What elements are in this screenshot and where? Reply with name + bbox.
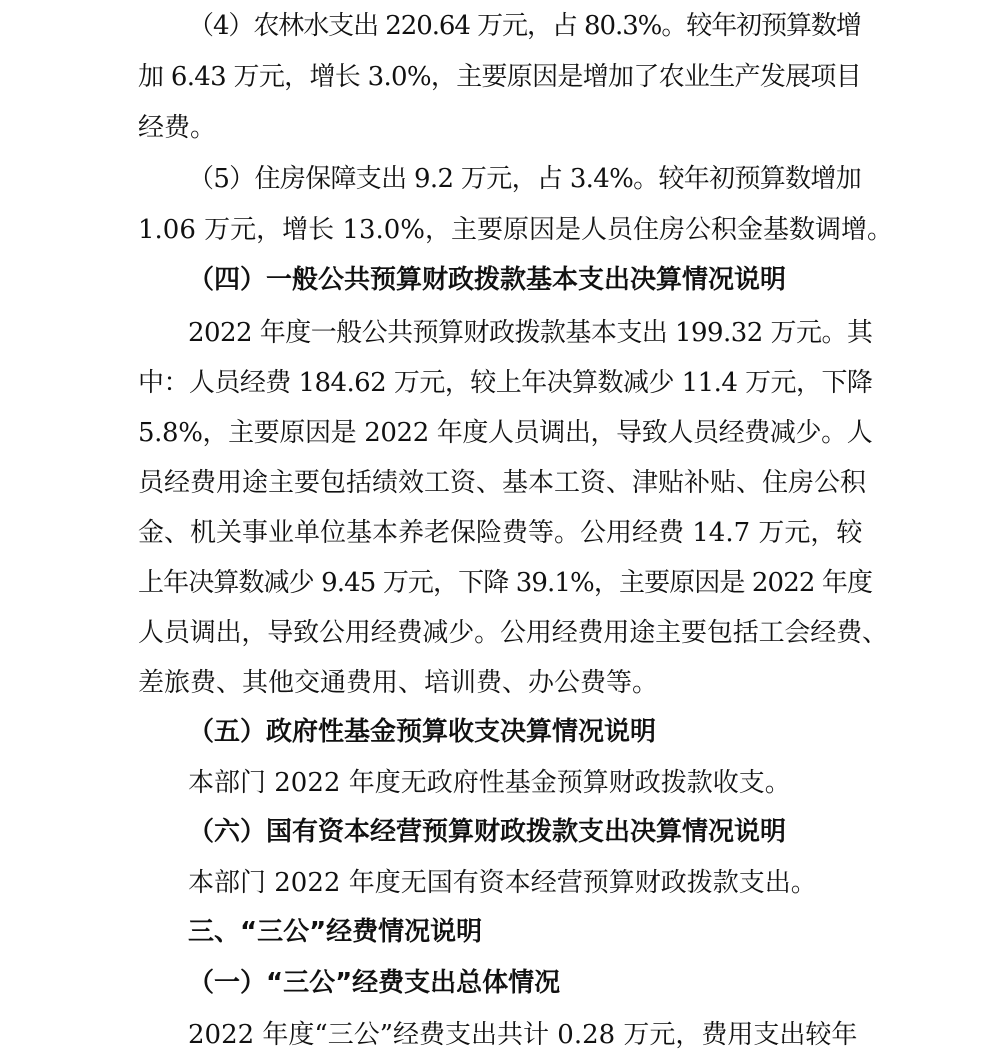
heading-text: （四）一般公共预算财政拨款基本支出决算情况说明 <box>188 265 787 295</box>
paragraph-line <box>0 513 1000 553</box>
line-text: （4）农林水支出 220.64 万元，占 80.3%。较年初预算数增 <box>188 11 861 41</box>
paragraph-line <box>0 210 1000 250</box>
paragraph-line <box>0 563 1000 603</box>
line-text: 差旅费、其他交通费用、培训费、办公费等。 <box>138 668 659 698</box>
section-heading <box>0 963 1000 1003</box>
section-heading <box>0 712 1000 752</box>
section-heading <box>0 260 1000 300</box>
paragraph-line <box>0 57 1000 97</box>
paragraph-line <box>0 613 1000 653</box>
heading-text: （六）国有资本经营预算财政拨款支出决算情况说明 <box>188 817 787 847</box>
paragraph-line <box>0 663 1000 703</box>
line-text: 1.06 万元，增长 13.0%，主要原因是人员住房公积金基数调增。 <box>138 215 894 245</box>
paragraph-line <box>0 463 1000 503</box>
line-text: 本部门 2022 年度无国有资本经营预算财政拨款支出。 <box>188 868 817 898</box>
paragraph-line <box>0 108 1000 148</box>
line-text: 员经费用途主要包括绩效工资、基本工资、津贴补贴、住房公积 <box>138 468 867 498</box>
line-text: 本部门 2022 年度无政府性基金预算财政拨款收支。 <box>188 768 791 798</box>
line-text: 5.8%，主要原因是 2022 年度人员调出，导致人员经费减少。人 <box>138 418 873 448</box>
paragraph-line <box>0 159 1000 199</box>
line-text: 2022 年度“三公”经费支出共计 0.28 万元，费用支出较年 <box>188 1020 858 1050</box>
paragraph-line <box>0 413 1000 453</box>
line-text: 上年决算数减少 9.45 万元，下降 39.1%，主要原因是 2022 年度 <box>138 568 873 598</box>
line-text: 中：人员经费 184.62 万元，较上年决算数减少 11.4 万元，下降 <box>138 368 873 398</box>
paragraph-line <box>0 6 1000 46</box>
line-text: 金、机关事业单位基本养老保险费等。公用经费 14.7 万元，较 <box>138 518 863 548</box>
heading-text: （五）政府性基金预算收支决算情况说明 <box>188 717 657 747</box>
line-text: 经费。 <box>138 113 217 143</box>
paragraph-line <box>0 863 1000 903</box>
heading-text: 三、“三公”经费情况说明 <box>188 917 483 947</box>
line-text: 2022 年度一般公共预算财政拨款基本支出 199.32 万元。其 <box>188 318 873 348</box>
section-heading <box>0 812 1000 852</box>
paragraph-line <box>0 363 1000 403</box>
paragraph-line <box>0 763 1000 803</box>
line-text: （5）住房保障支出 9.2 万元，占 3.4%。较年初预算数增加 <box>188 164 862 194</box>
heading-text: （一）“三公”经费支出总体情况 <box>188 968 561 998</box>
paragraph-line <box>0 313 1000 353</box>
line-text: 加 6.43 万元，增长 3.0%，主要原因是增加了农业生产发展项目 <box>138 62 862 92</box>
line-text: 人员调出，导致公用经费减少。公用经费用途主要包括工会经费、 <box>138 618 888 648</box>
paragraph-line <box>0 1015 1000 1055</box>
chapter-heading <box>0 912 1000 952</box>
